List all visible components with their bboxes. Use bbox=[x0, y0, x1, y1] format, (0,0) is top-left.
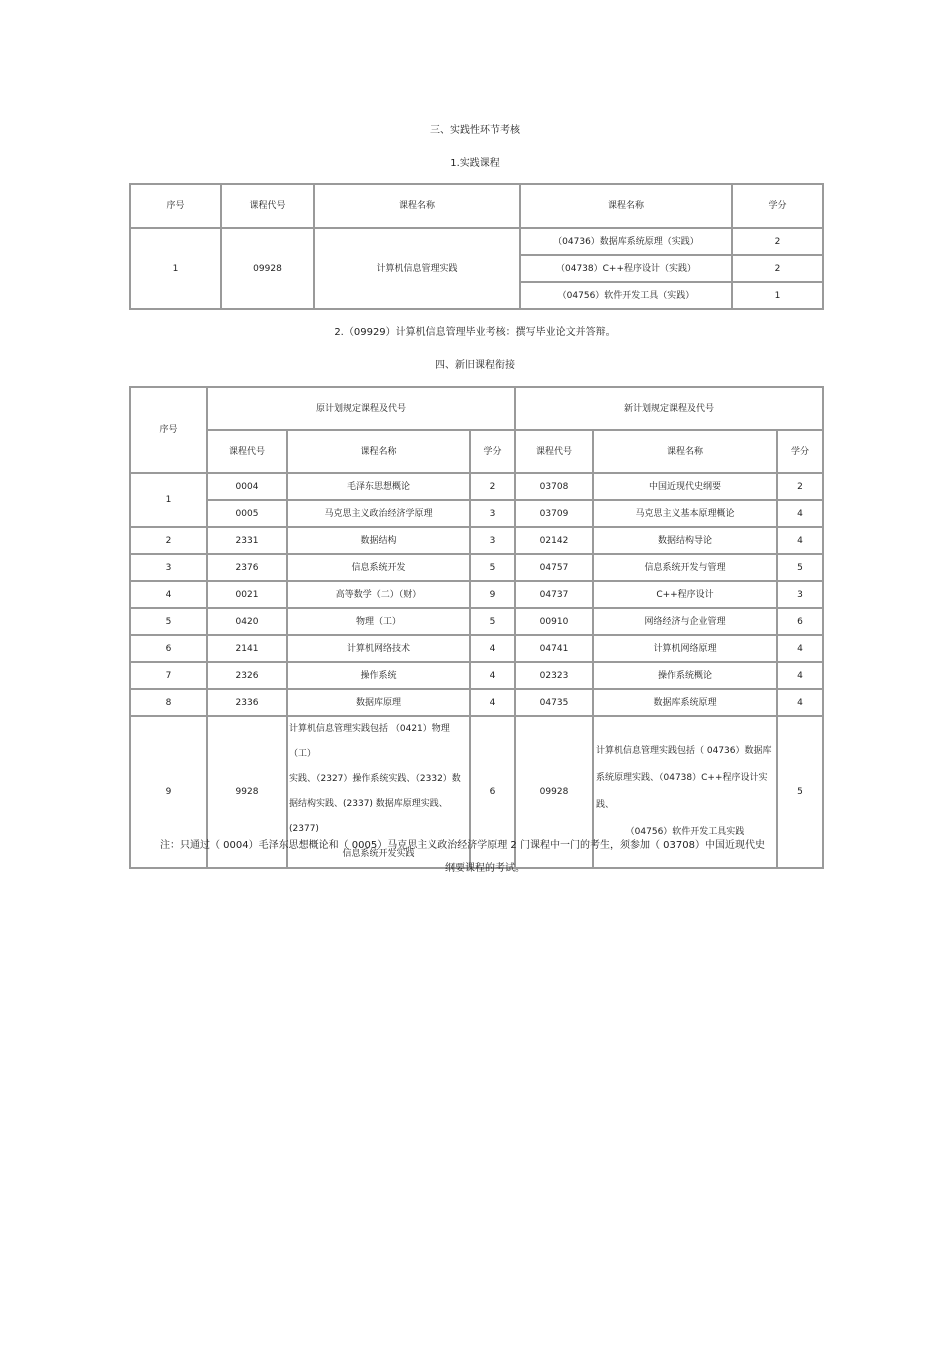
table-cell: 0420 bbox=[207, 608, 287, 635]
section3-title: 三、实践性环节考核 bbox=[430, 125, 520, 136]
table-cell: 09928 bbox=[221, 228, 314, 309]
header-cell: 序号 bbox=[130, 184, 221, 228]
table-cell: 8 bbox=[130, 689, 207, 716]
cell-line: （04756）软件开发工具实践 bbox=[625, 827, 745, 837]
table-cell: （04738）C++程序设计（实践） bbox=[520, 255, 732, 282]
table-cell: 操作系统 bbox=[287, 662, 470, 689]
table-cell: 毛泽东思想概论 bbox=[287, 473, 470, 500]
table-cell: 5 bbox=[777, 716, 823, 868]
table-cell: 0021 bbox=[207, 581, 287, 608]
footnote bbox=[160, 834, 810, 880]
table-cell: 1 bbox=[130, 228, 221, 309]
table-cell: 数据结构 bbox=[287, 527, 470, 554]
table-cell: 计算机网络原理 bbox=[593, 635, 777, 662]
table-row bbox=[130, 581, 823, 608]
table-cell: 4 bbox=[777, 500, 823, 527]
table-cell: 9928 bbox=[207, 716, 287, 868]
table-cell: 数据结构导论 bbox=[593, 527, 777, 554]
table-subheader-row bbox=[130, 430, 823, 473]
table-cell: 0005 bbox=[207, 500, 287, 527]
header-cell: 学分 bbox=[470, 430, 515, 473]
table-cell: 03709 bbox=[515, 500, 593, 527]
header-cell: 课程名称 bbox=[593, 430, 777, 473]
table-cell: 4 bbox=[130, 581, 207, 608]
section4-title: 四、新旧课程衔接 bbox=[435, 360, 515, 371]
table-cell: 网络经济与企业管理 bbox=[593, 608, 777, 635]
table-row bbox=[130, 635, 823, 662]
table-row bbox=[130, 689, 823, 716]
header-cell: 课程名称 bbox=[520, 184, 732, 228]
table-cell: 2 bbox=[732, 255, 823, 282]
table-cell: 5 bbox=[470, 608, 515, 635]
table-cell: 4 bbox=[777, 662, 823, 689]
table-cell: 02142 bbox=[515, 527, 593, 554]
table-row bbox=[130, 228, 823, 255]
table-cell: 中国近现代史纲要 bbox=[593, 473, 777, 500]
table-cell: 2326 bbox=[207, 662, 287, 689]
table-cell: 2 bbox=[777, 473, 823, 500]
table-cell: C++程序设计 bbox=[593, 581, 777, 608]
header-cell: 序号 bbox=[130, 387, 207, 473]
practice-course-table bbox=[129, 183, 824, 310]
table-cell: 6 bbox=[777, 608, 823, 635]
table-row bbox=[130, 554, 823, 581]
table-cell: 6 bbox=[130, 635, 207, 662]
table-cell: 3 bbox=[130, 554, 207, 581]
table-cell: 1 bbox=[130, 473, 207, 527]
header-cell: 课程代号 bbox=[207, 430, 287, 473]
table-cell: 2376 bbox=[207, 554, 287, 581]
table-cell: 物理（工） bbox=[287, 608, 470, 635]
cell-line: 计算机信息管理实践包括 （0421）物理（工） bbox=[289, 724, 450, 759]
footnote-line: 注：只通过（ 0004）毛泽东思想概论和（ 0005）马克思主义政治经济学原理 2 门课程中一门的考生，须参加（ 03708）中国近现代史 bbox=[160, 840, 765, 851]
table-cell: 04757 bbox=[515, 554, 593, 581]
table-cell: 5 bbox=[130, 608, 207, 635]
table-cell: 5 bbox=[470, 554, 515, 581]
table-cell: 1 bbox=[732, 282, 823, 309]
footnote-line: 纲要课程的考试。 bbox=[445, 863, 525, 874]
cell-line: 据结构实践、(2337) 数据库原理实践、(2377) bbox=[289, 799, 448, 834]
table-cell: 高等数学（二）（财） bbox=[287, 581, 470, 608]
table-cell: 04741 bbox=[515, 635, 593, 662]
table-cell: 4 bbox=[470, 662, 515, 689]
table-cell: 计算机网络技术 bbox=[287, 635, 470, 662]
table-row bbox=[130, 527, 823, 554]
table-cell: 4 bbox=[470, 635, 515, 662]
table-cell: 0004 bbox=[207, 473, 287, 500]
table-cell: 3 bbox=[777, 581, 823, 608]
table-header-row bbox=[130, 387, 823, 430]
table-cell: 3 bbox=[470, 527, 515, 554]
header-cell: 学分 bbox=[732, 184, 823, 228]
graduation-assessment-text: 2.（09929）计算机信息管理毕业考核：撰写毕业论文并答辩。 bbox=[334, 327, 616, 338]
table-cell: 2336 bbox=[207, 689, 287, 716]
table-cell: 09928 bbox=[515, 716, 593, 868]
table-header-row bbox=[130, 184, 823, 228]
table-cell: 2 bbox=[130, 527, 207, 554]
table-cell: 00910 bbox=[515, 608, 593, 635]
section3-subtitle: 1.实践课程 bbox=[450, 158, 500, 169]
table-row bbox=[130, 662, 823, 689]
header-cell: 学分 bbox=[777, 430, 823, 473]
table-cell: 9 bbox=[470, 581, 515, 608]
cell-line: 系统原理实践、（04738）C++程序设计实践、 bbox=[596, 773, 768, 810]
table-cell: 9 bbox=[130, 716, 207, 868]
table-cell: 2331 bbox=[207, 527, 287, 554]
course-transition-table bbox=[129, 386, 824, 869]
table-cell: 马克思主义政治经济学原理 bbox=[287, 500, 470, 527]
table-cell: 04735 bbox=[515, 689, 593, 716]
cell-line: 信息系统开发实践 bbox=[342, 849, 415, 859]
header-cell: 课程代号 bbox=[221, 184, 314, 228]
cell-line: 计算机信息管理实践包括（ 04736）数据库 bbox=[596, 746, 772, 756]
table-cell: 2 bbox=[470, 473, 515, 500]
table-cell: 4 bbox=[777, 635, 823, 662]
table-cell: 数据库原理 bbox=[287, 689, 470, 716]
table-cell: 数据库系统原理 bbox=[593, 689, 777, 716]
header-cell: 原计划规定课程及代号 bbox=[207, 387, 515, 430]
table-cell: 信息系统开发与管理 bbox=[593, 554, 777, 581]
table-cell: 02323 bbox=[515, 662, 593, 689]
table-cell: 计算机信息管理实践 bbox=[314, 228, 520, 309]
table-cell: 4 bbox=[777, 527, 823, 554]
table-cell: 2 bbox=[732, 228, 823, 255]
table-cell: 5 bbox=[777, 554, 823, 581]
header-cell: 课程名称 bbox=[314, 184, 520, 228]
table-cell: 03708 bbox=[515, 473, 593, 500]
table-cell: 信息系统开发 bbox=[287, 554, 470, 581]
table-row bbox=[130, 473, 823, 500]
table-cell: 04737 bbox=[515, 581, 593, 608]
table-row bbox=[130, 608, 823, 635]
table-cell: 6 bbox=[470, 716, 515, 868]
table-cell: （04736）数据库系统原理（实践） bbox=[520, 228, 732, 255]
header-cell: 新计划规定课程及代号 bbox=[515, 387, 823, 430]
table-cell: 2141 bbox=[207, 635, 287, 662]
table-cell: 3 bbox=[470, 500, 515, 527]
table-cell: （04756）软件开发工具（实践） bbox=[520, 282, 732, 309]
header-cell: 课程名称 bbox=[287, 430, 470, 473]
table-cell: 马克思主义基本原理概论 bbox=[593, 500, 777, 527]
table-row bbox=[130, 500, 823, 527]
table-cell: 操作系统概论 bbox=[593, 662, 777, 689]
table-cell: 7 bbox=[130, 662, 207, 689]
table-cell: 4 bbox=[470, 689, 515, 716]
cell-line: 实践、（2327）操作系统实践、（2332）数 bbox=[289, 774, 461, 784]
table-cell: 4 bbox=[777, 689, 823, 716]
header-cell: 课程代号 bbox=[515, 430, 593, 473]
